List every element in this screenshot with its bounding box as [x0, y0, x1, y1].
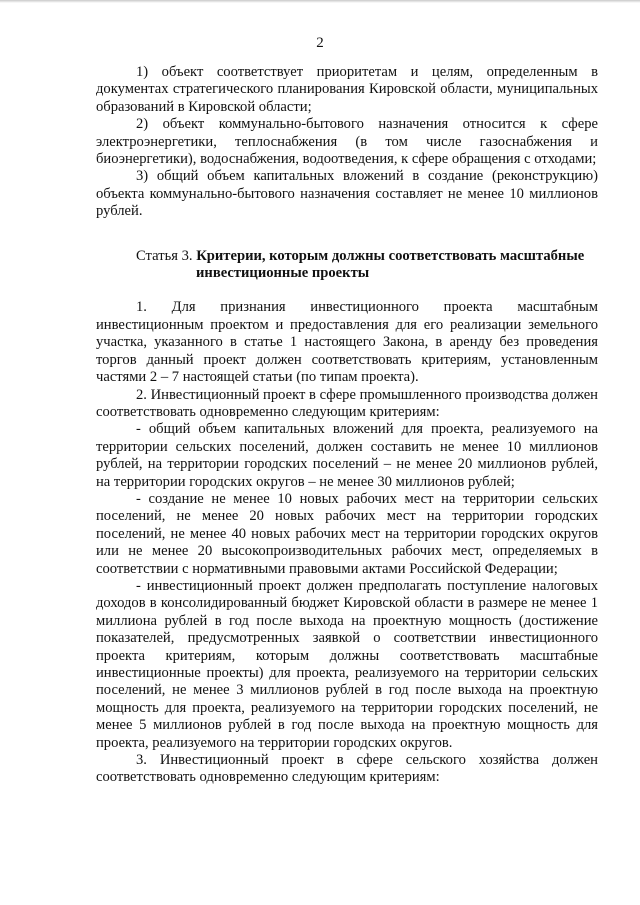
scan-edge-shadow	[0, 0, 640, 3]
page-number: 2	[316, 35, 324, 51]
criterion-paragraph-3: 3) общий объем капитальных вложений в создание (реконструкцию) объекта коммунально-бытового назначения составляет не менее 10 миллионов рублей.	[96, 168, 598, 220]
article-label: Статья 3.	[136, 247, 193, 264]
article-bullet-jobs: - создание не менее 10 новых рабочих мест на территории сельских поселений, не менее 20 новых рабочих мест на территории городских поселений, не менее 40 новых рабочих мест на территории городских округов или не менее 20 высокопроизводительных рабочих мест, определяемых в соответствии с нормативными правовыми актами Российской Федерации;	[96, 490, 598, 577]
criterion-paragraph-1: 1) объект соответствует приоритетам и целям, определенным в документах стратегического планирования Кировской области, муниципальных образований в Кировской области;	[96, 64, 598, 115]
article-paragraph-1: 1. Для признания инвестиционного проекта масштабным инвестиционным проектом и предоставления для его реализации земельного участка, указанного в статье 1 настоящего Закона, в аренду без проведения торгов данный проект должен соответствовать критериям, установленным частями 2 – 7 настоящей статьи (по типам проекта).	[96, 299, 598, 386]
article-title-line2: инвестиционные проекты	[196, 265, 370, 282]
criterion-paragraph-2: 2) объект коммунально-бытового назначения относится к сфере электроэнергетики, теплоснабжения (в том числе газоснабжения и биоэнергетики), водоснабжения, водоотведения, к сфере обращения с отходами;	[96, 116, 598, 168]
article-heading	[96, 248, 598, 283]
article-bullet-investment: - общий объем капитальных вложений для проекта, реализуемого на территории сельских поселений, должен составить не менее 10 миллионов рублей, на территории городских поселений – не менее 20 миллионов рублей, на территории городских округов – не менее 30 миллионов рублей;	[96, 421, 598, 490]
article-paragraph-3: 3. Инвестиционный проект в сфере сельского хозяйства должен соответствовать одновременно следующим критериям:	[96, 752, 598, 786]
document-body	[96, 64, 598, 787]
section-gap	[96, 221, 598, 248]
article-title-line1: Критерии, которым должны соответствовать масштабные	[196, 247, 585, 264]
article-paragraph-2: 2. Инвестиционный проект в сфере промышленного производства должен соответствовать одновременно следующим критериям:	[96, 386, 598, 420]
article-bullet-tax: - инвестиционный проект должен предполагать поступление налоговых доходов в консолидированный бюджет Кировской области в размере не менее 1 миллиона рублей в год после выхода на проектную мощность (достижение показателей, предусмотренных заявкой о соответствии инвестиционного проекта критериям, которым должны соответствовать масштабные инвестиционные проекты) для проекта, реализуемого на территории сельских поселений, не менее 3 миллионов рублей в год после выхода на проектную мощность для проекта, реализуемого на территории городских поселений, не менее 5 миллионов рублей в год после выхода на проектную мощность для проекта, реализуемого на территории городских округов.	[96, 577, 598, 751]
